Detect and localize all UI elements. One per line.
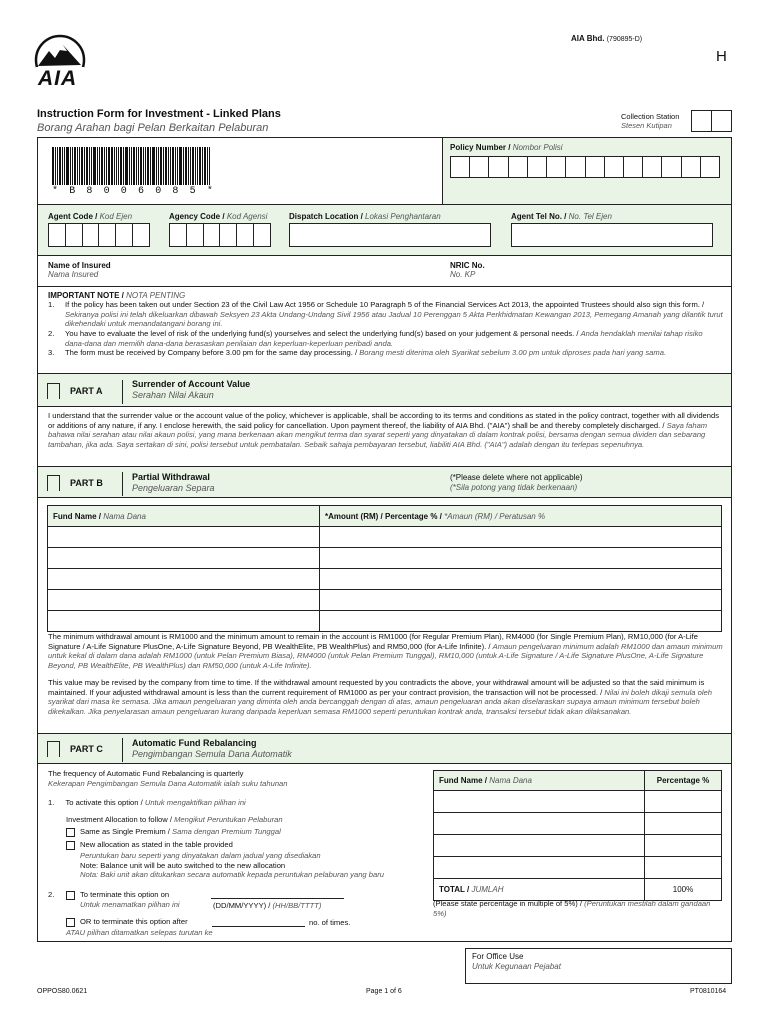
note-en: The form must be received by Company before 3.00 pm for the same day processing. / <box>65 348 358 357</box>
multiple-en: (Please state percentage in multiple of 5%) / <box>433 899 583 908</box>
form-code-letter: H <box>716 48 727 65</box>
date-format <box>213 901 321 911</box>
agent-code-label-ms: Kod Ejen <box>99 212 133 221</box>
agency-code-label <box>169 212 267 221</box>
fund-name-cell[interactable] <box>48 590 320 611</box>
withdrawal-col-amount-en: *Amount (RM) / Percentage % / <box>325 511 442 521</box>
table-row <box>48 590 722 611</box>
agent-tel-label-ms: No. Tel Ejen <box>568 212 612 221</box>
terminate-date-input[interactable] <box>211 890 344 899</box>
total-row <box>434 879 722 901</box>
terminate-after-en: OR to terminate this option after <box>80 917 188 926</box>
note-item <box>48 300 723 329</box>
percentage-cell[interactable] <box>645 813 722 835</box>
nric-label-ms: No. KP <box>450 270 476 279</box>
part-b-para1-en: The minimum withdrawal amount is RM1000 and the minimum amount to remain in the account is RM1000 (for Regular Premium Plan), RM4000 (for Single Premium Plan), RM10,000 (for A-Life Signature / A-Life Signature PlusOne, A-Life Signature Beyond, PB WealthElite, PB WealthPlus) and RM50,000 (for A-Life Infinite). / <box>48 632 698 651</box>
part-c-freq-en: The frequency of Automatic Fund Rebalancing is quarterly <box>48 769 244 778</box>
part-b-para2-ms: Nilai ini boleh dikaji semula oleh syarikat dari masa ke semasa. Jika amaun pengeluaran yang diminta oleh anda bercanggah dengan di atas, amaun pengeluaran anda akan diselaraskan supaya amaun minimum tersebut boleh dikekalkan. Jika penyelarasan amaun pengeluaran kurang daripada keperluan semasa RM1000 seperti peruntukan kontrak anda, transaksi tersebut tidak akan dilaksanakan. <box>48 687 712 716</box>
withdrawal-table <box>47 505 722 632</box>
table-row <box>48 569 722 590</box>
part-c-freq-ms: Kekerapan Pengimbangan Semula Dana Automatik ialah suku tahunan <box>48 778 288 788</box>
office-use-label-ms: Untuk Kegunaan Pejabat <box>472 962 561 971</box>
part-b-para1 <box>48 632 723 670</box>
part-b-title-en: Partial Withdrawal <box>132 472 210 482</box>
table-row <box>48 527 722 548</box>
policy-number-label-ms: Nombor Polisi <box>512 143 563 152</box>
terminate-after-checkbox[interactable] <box>66 918 75 927</box>
part-c-title-ms: Pengimbangan Semula Dana Automatik <box>132 749 292 759</box>
terminate-on-option[interactable] <box>66 890 180 909</box>
part-a-body-ms: Saya faham bahawa nilai serahan atau nilai akaun polisi, yang mana berkenaan akan mengikut terma dan syarat seperti yang dinyatakan di dalam kontrak polisi, bersama dengan semua dividen dan sebarang tambahan, jika ada. Saya sertakan di sini, polisi tersebut untuk pembatalan. Sebaik sahaja pembayaran tersebut, liabiliti AIA Bhd. ("AIA") adalah dengan itu terlepas sepenuhnya. <box>48 420 708 449</box>
form-title: Instruction Form for Investment - Linked Plans <box>37 108 281 120</box>
insured-name-label-ms: Nama Insured <box>48 270 99 279</box>
company-line <box>571 34 642 43</box>
fund-name-cell[interactable] <box>434 813 645 835</box>
withdrawal-col-amount-ms: *Amaun (RM) / Peratusan % <box>444 511 546 521</box>
note-ms: Sekiranya polisi ini telah dikeluarkan dibawah Seksyen 23 Akta Undang-Undang Sivil 1956 atau Jadual 10 Perenggan 5 Akta Perkhidmatan Kewangan 2013, Pemegang Amanah yang dilantik turut dikehendaki untuk menandatangani borang ini. <box>65 309 723 329</box>
part-b-para2 <box>48 678 723 716</box>
policy-number-label-en: Policy Number / <box>450 143 511 152</box>
agent-tel-label-en: Agent Tel No. / <box>511 212 567 221</box>
note-num: 3. <box>48 348 55 357</box>
collection-station-boxes[interactable] <box>691 110 732 132</box>
note-num: 2. <box>48 329 55 338</box>
fund-name-cell[interactable] <box>48 611 320 632</box>
note-num: 1. <box>48 300 55 309</box>
note-item <box>48 348 723 358</box>
part-c-frequency <box>48 769 288 788</box>
terminate-after-tail: no. of times. <box>309 918 351 927</box>
part-b-para1-ms: Amaun pengeluaran minimum adalah RM1000 dan amaun minimum untuk kekal di dalam dana adalah RM1000 (untuk Pelan Premium Biasa), RM4000 (untuk Pelan Premium Tunggal), RM10,000 (untuk A-Life Signature / A-Life Signature PlusOne, A-Life Signature Beyond, PB WealthElite, PB WealthPlus) dan RM50,000 (untuk A-Life Infinite). <box>48 641 723 670</box>
part-a-body <box>48 411 723 449</box>
multiple-of-5-note <box>433 899 723 918</box>
agency-code-input[interactable] <box>169 223 271 247</box>
new-allocation-detail <box>80 851 384 880</box>
fund-name-cell[interactable] <box>434 791 645 813</box>
note-ms: Anda hendaklah menilai tahap risiko dana-dana dan memilih dana-dana berasaskan penilaian dan keperluan-keperluan peribadi anda. <box>65 329 703 348</box>
nric-label-en: NRIC No. <box>450 261 485 270</box>
fund-name-cell[interactable] <box>48 569 320 590</box>
collection-label-ms: Stesen Kutipan <box>621 121 672 130</box>
withdrawal-col-fund-en: Fund Name / <box>53 511 102 521</box>
rebalancing-col-fund <box>434 771 645 791</box>
percentage-cell[interactable] <box>645 791 722 813</box>
insured-section <box>37 256 732 287</box>
company-name: AIA Bhd. <box>571 34 605 43</box>
percentage-cell[interactable] <box>645 857 722 879</box>
note-ms: Borang mesti diterima oleh Syarikat sebelum 3.00 pm untuk diproses pada hari yang sama. <box>359 348 667 357</box>
amount-cell[interactable] <box>320 611 722 632</box>
rebalancing-table <box>433 770 722 901</box>
agency-code-label-ms: Kod Agensi <box>226 212 268 221</box>
total-ms: JUMLAH <box>471 885 504 894</box>
part-b-checkbox[interactable] <box>47 475 60 491</box>
part-a-checkbox[interactable] <box>47 383 60 399</box>
terminate-after-option[interactable] <box>66 917 188 927</box>
date-format-ms: (HH/BB/TTTT) <box>272 901 322 910</box>
note-en: You have to evaluate the level of risk of the underlying fund(s) yourselves and select the underlying fund(s) based on your judgement & personal needs. / <box>65 329 579 338</box>
total-en: TOTAL / <box>439 885 470 894</box>
part-b-note-en: (*Please delete where not applicable) <box>450 473 583 482</box>
terminate-after-ms: ATAU pilihan ditamatkan selepas turutan ke <box>66 928 213 937</box>
policy-number-input[interactable] <box>450 156 720 178</box>
withdrawal-col-amount <box>320 506 722 527</box>
new-allocation-ms: Peruntukan baru seperti yang dinyatakan dalam jadual yang disediakan <box>80 851 321 860</box>
rebalancing-col-fund-en: Fund Name / <box>439 776 488 785</box>
new-allocation-option[interactable] <box>66 840 233 850</box>
terminate-on-checkbox[interactable] <box>66 891 75 900</box>
fund-name-cell[interactable] <box>434 835 645 857</box>
amount-cell[interactable] <box>320 569 722 590</box>
note-en: If the policy has been taken out under Section 23 of the Civil Law Act 1956 or Schedule 10 Paragraph 5 of the Financial Services Act 2013, the appointed Trustees should also sign this form. / <box>65 300 705 309</box>
terminate-ms: Untuk menamatkan pilihan ini <box>80 899 180 909</box>
part-b-title <box>132 472 215 494</box>
agent-tel-label <box>511 212 612 221</box>
multiple-ms: (Peruntukan mestilah dalam gandaan 5%) <box>433 899 711 918</box>
part-a-body-en: I understand that the surrender value or the account value of the policy, whichever is applicable, shall be according to its terms and conditions as stated in the policy contract, together with all dividends or additions of any nature, if any. I enclose herewith, the said policy for cancellation. Upon payment thereof, the liability of AIA Bhd. ("AIA") shall be and thereby completely discharged. / <box>48 411 720 430</box>
rebalancing-col-fund-ms: Nama Dana <box>489 776 532 785</box>
new-allocation-en: New allocation as stated in the table provided <box>80 840 233 849</box>
date-format-en: (DD/MM/YYYY) / <box>213 901 271 910</box>
table-row <box>434 857 722 879</box>
table-row <box>434 813 722 835</box>
allocation-ms: Mengikut Peruntukan Pelaburan <box>174 815 283 824</box>
same-as-single-premium-checkbox[interactable] <box>66 828 75 837</box>
part-b-para2-en: This value may be revised by the company from time to time. If the withdrawal amount requested by you contradicts the above, your withdrawal amount will be adjusted so that the said minimum is maintained. If your adjusted withdrawal amount is less than the current requirement of RM1000 as per your contract provision, the transaction will not be processed. / <box>48 678 705 697</box>
part-b-delete-note <box>450 473 583 493</box>
dispatch-label-ms: Lokasi Penghantaran <box>365 212 441 221</box>
part-c-option-1 <box>48 798 246 808</box>
barcode-bars <box>52 147 242 185</box>
allocation-en: Investment Allocation to follow / <box>66 815 172 824</box>
agent-code-input[interactable] <box>48 223 150 247</box>
barcode <box>52 147 242 197</box>
rebalancing-col-percentage: Percentage % <box>645 771 722 791</box>
important-note-title <box>48 291 185 300</box>
option-1-ms: Untuk mengaktifkan pilihan ini <box>144 798 246 807</box>
form-title-ms: Borang Arahan bagi Pelan Berkaitan Pelaburan <box>37 122 269 134</box>
new-allocation-checkbox[interactable] <box>66 841 75 850</box>
terminate-after-count-input[interactable] <box>212 917 305 927</box>
agent-code-label-en: Agent Code / <box>48 212 98 221</box>
part-c-title <box>132 738 292 760</box>
dispatch-label-en: Dispatch Location / <box>289 212 363 221</box>
barcode-text: * B 8 0 0 6 0 8 5 * <box>52 186 216 197</box>
logo-text: AIA <box>38 67 78 90</box>
insured-name-label-en: Name of Insured <box>48 261 111 270</box>
amount-cell[interactable] <box>320 590 722 611</box>
part-a-title-ms: Serahan Nilai Akaun <box>132 390 214 400</box>
option-2-num: 2. <box>48 890 55 899</box>
footer-doc-code: PT0810164 <box>690 988 727 995</box>
option-1-en: To activate this option / <box>65 798 143 807</box>
agency-code-label-en: Agency Code / <box>169 212 225 221</box>
amount-cell[interactable] <box>320 548 722 569</box>
office-use-label-en: For Office Use <box>472 952 524 961</box>
company-reg-no: (790895-D) <box>606 36 643 43</box>
nric-label <box>450 261 485 279</box>
terminate-en: To terminate this option on <box>80 890 170 899</box>
withdrawal-col-fund <box>48 506 320 527</box>
part-b-note-ms: (*Sila potong yang tidak berkenaan) <box>450 483 578 492</box>
part-c-title-en: Automatic Fund Rebalancing <box>132 738 257 748</box>
same-en: Same as Single Premium / <box>80 827 170 836</box>
amount-cell[interactable] <box>320 527 722 548</box>
note-item <box>48 329 723 348</box>
part-a-title-en: Surrender of Account Value <box>132 379 251 389</box>
footer-form-code: OPPOS80.0621 <box>37 988 88 995</box>
office-use-box <box>465 948 732 984</box>
name-of-insured-label <box>48 261 111 279</box>
fund-name-cell[interactable] <box>48 527 320 548</box>
aia-logo <box>34 34 86 90</box>
withdrawal-col-fund-ms: Nama Dana <box>103 511 146 521</box>
important-note-title-ms: NOTA PENTING <box>126 291 186 300</box>
part-c-label: PART C <box>70 744 103 754</box>
part-c-checkbox[interactable] <box>47 741 60 757</box>
part-a-label: PART A <box>70 386 103 396</box>
part-c-option-2 <box>48 890 54 900</box>
footer-page-number: Page 1 of 6 <box>366 988 402 995</box>
collection-station-label <box>621 112 679 130</box>
same-ms: Sama dengan Premium Tunggal <box>172 827 281 836</box>
fund-name-cell[interactable] <box>48 548 320 569</box>
allocation-label <box>66 815 283 825</box>
table-row <box>48 548 722 569</box>
dispatch-location-input[interactable] <box>289 223 491 247</box>
dispatch-location-label <box>289 212 441 221</box>
policy-number-label <box>450 143 563 152</box>
fund-name-cell[interactable] <box>434 857 645 879</box>
total-label <box>434 879 645 901</box>
part-b-label: PART B <box>70 478 103 488</box>
table-row <box>434 835 722 857</box>
agent-tel-input[interactable] <box>511 223 713 247</box>
same-as-single-premium-option[interactable] <box>66 827 281 837</box>
collection-label-en: Collection Station <box>621 112 680 121</box>
balance-note-en: Note: Balance unit will be auto switched to the new allocation <box>80 860 286 870</box>
table-row <box>48 611 722 632</box>
table-row <box>434 791 722 813</box>
total-value: 100% <box>645 879 722 901</box>
important-note-title-en: IMPORTANT NOTE / <box>48 291 124 300</box>
part-a-title <box>132 379 250 401</box>
agent-code-label <box>48 212 132 221</box>
balance-note-ms: Nota: Baki unit akan ditukarkan secara automatik kepada peruntukan pelaburan yang baru <box>80 870 384 880</box>
option-1-num: 1. <box>48 798 55 807</box>
part-b-title-ms: Pengeluaran Separa <box>132 483 215 493</box>
percentage-cell[interactable] <box>645 835 722 857</box>
